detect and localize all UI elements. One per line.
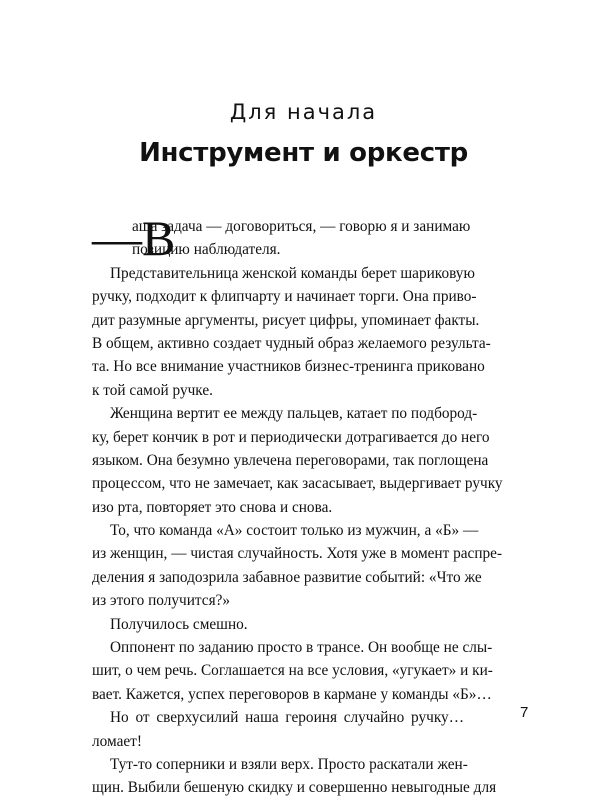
text-line: шит, о чем речь. Соглашается на все условия, «угукает» и ки-: [92, 662, 493, 680]
text-line: дит разумные аргументы, рисует цифры, упоминает факты.: [92, 311, 480, 329]
chapter-kicker: Для начала: [229, 100, 378, 124]
text-line: позицию наблюдателя.: [132, 241, 281, 259]
text-line: языком. Она безумно увлечена переговорами, так поглощена: [92, 451, 489, 469]
text-line: ку, берет кончик в рот и периодически дотрагивается до него: [92, 428, 490, 446]
page-number: 7: [520, 704, 529, 721]
chapter-title: Инструмент и оркестр: [139, 138, 468, 168]
chapter-body: [92, 210, 503, 800]
text-line: Но от сверхусилий наша героиня случайно ручку…: [110, 709, 464, 727]
text-line: Получилось смешно.: [110, 615, 248, 633]
text-line: аша задача — договориться, — говорю я и занимаю: [132, 218, 471, 235]
text-line: То, что команда «А» состоит только из мужчин, а «Б» —: [110, 522, 479, 540]
text-lines: [92, 210, 503, 800]
text-line: вает. Кажется, успех переговоров в кармане у команды «Б»…: [92, 685, 492, 703]
text-line: процессом, что не замечает, как засасывает, выдергивает ручку: [92, 475, 503, 493]
drop-cap: —В: [92, 210, 176, 266]
text-line: В общем, активно создает чудный образ желаемого результа-: [92, 334, 491, 352]
text-line: ручку, подходит к флипчарту и начинает торги. Она приво-: [92, 288, 477, 306]
text-line: Представительница женской команды берет шариковую: [110, 264, 475, 282]
text-line: к той самой ручке.: [92, 381, 213, 399]
text-line: Оппонент по заданию просто в трансе. Он вообще не слы-: [110, 639, 493, 657]
text-line: Женщина вертит ее между пальцев, катает по подбород-: [110, 405, 478, 423]
text-line: деления я заподозрила забавное развитие событий: «Что же: [92, 568, 482, 586]
text-line: из женщин, — чистая случайность. Хотя уже в момент распре-: [92, 545, 503, 563]
text-line: та. Но все внимание участников бизнес-тренинга приковано: [92, 358, 485, 376]
text-line: ломает!: [92, 732, 142, 750]
text-line: Тут-то соперники и взяли верх. Просто раскатали жен-: [110, 755, 468, 773]
text-line: щин. Выбили бешеную скидку и совершенно невыгодные для: [92, 779, 497, 797]
text-line: из этого получится?»: [92, 592, 231, 610]
text-line: изо рта, повторяет это снова и снова.: [92, 498, 333, 516]
